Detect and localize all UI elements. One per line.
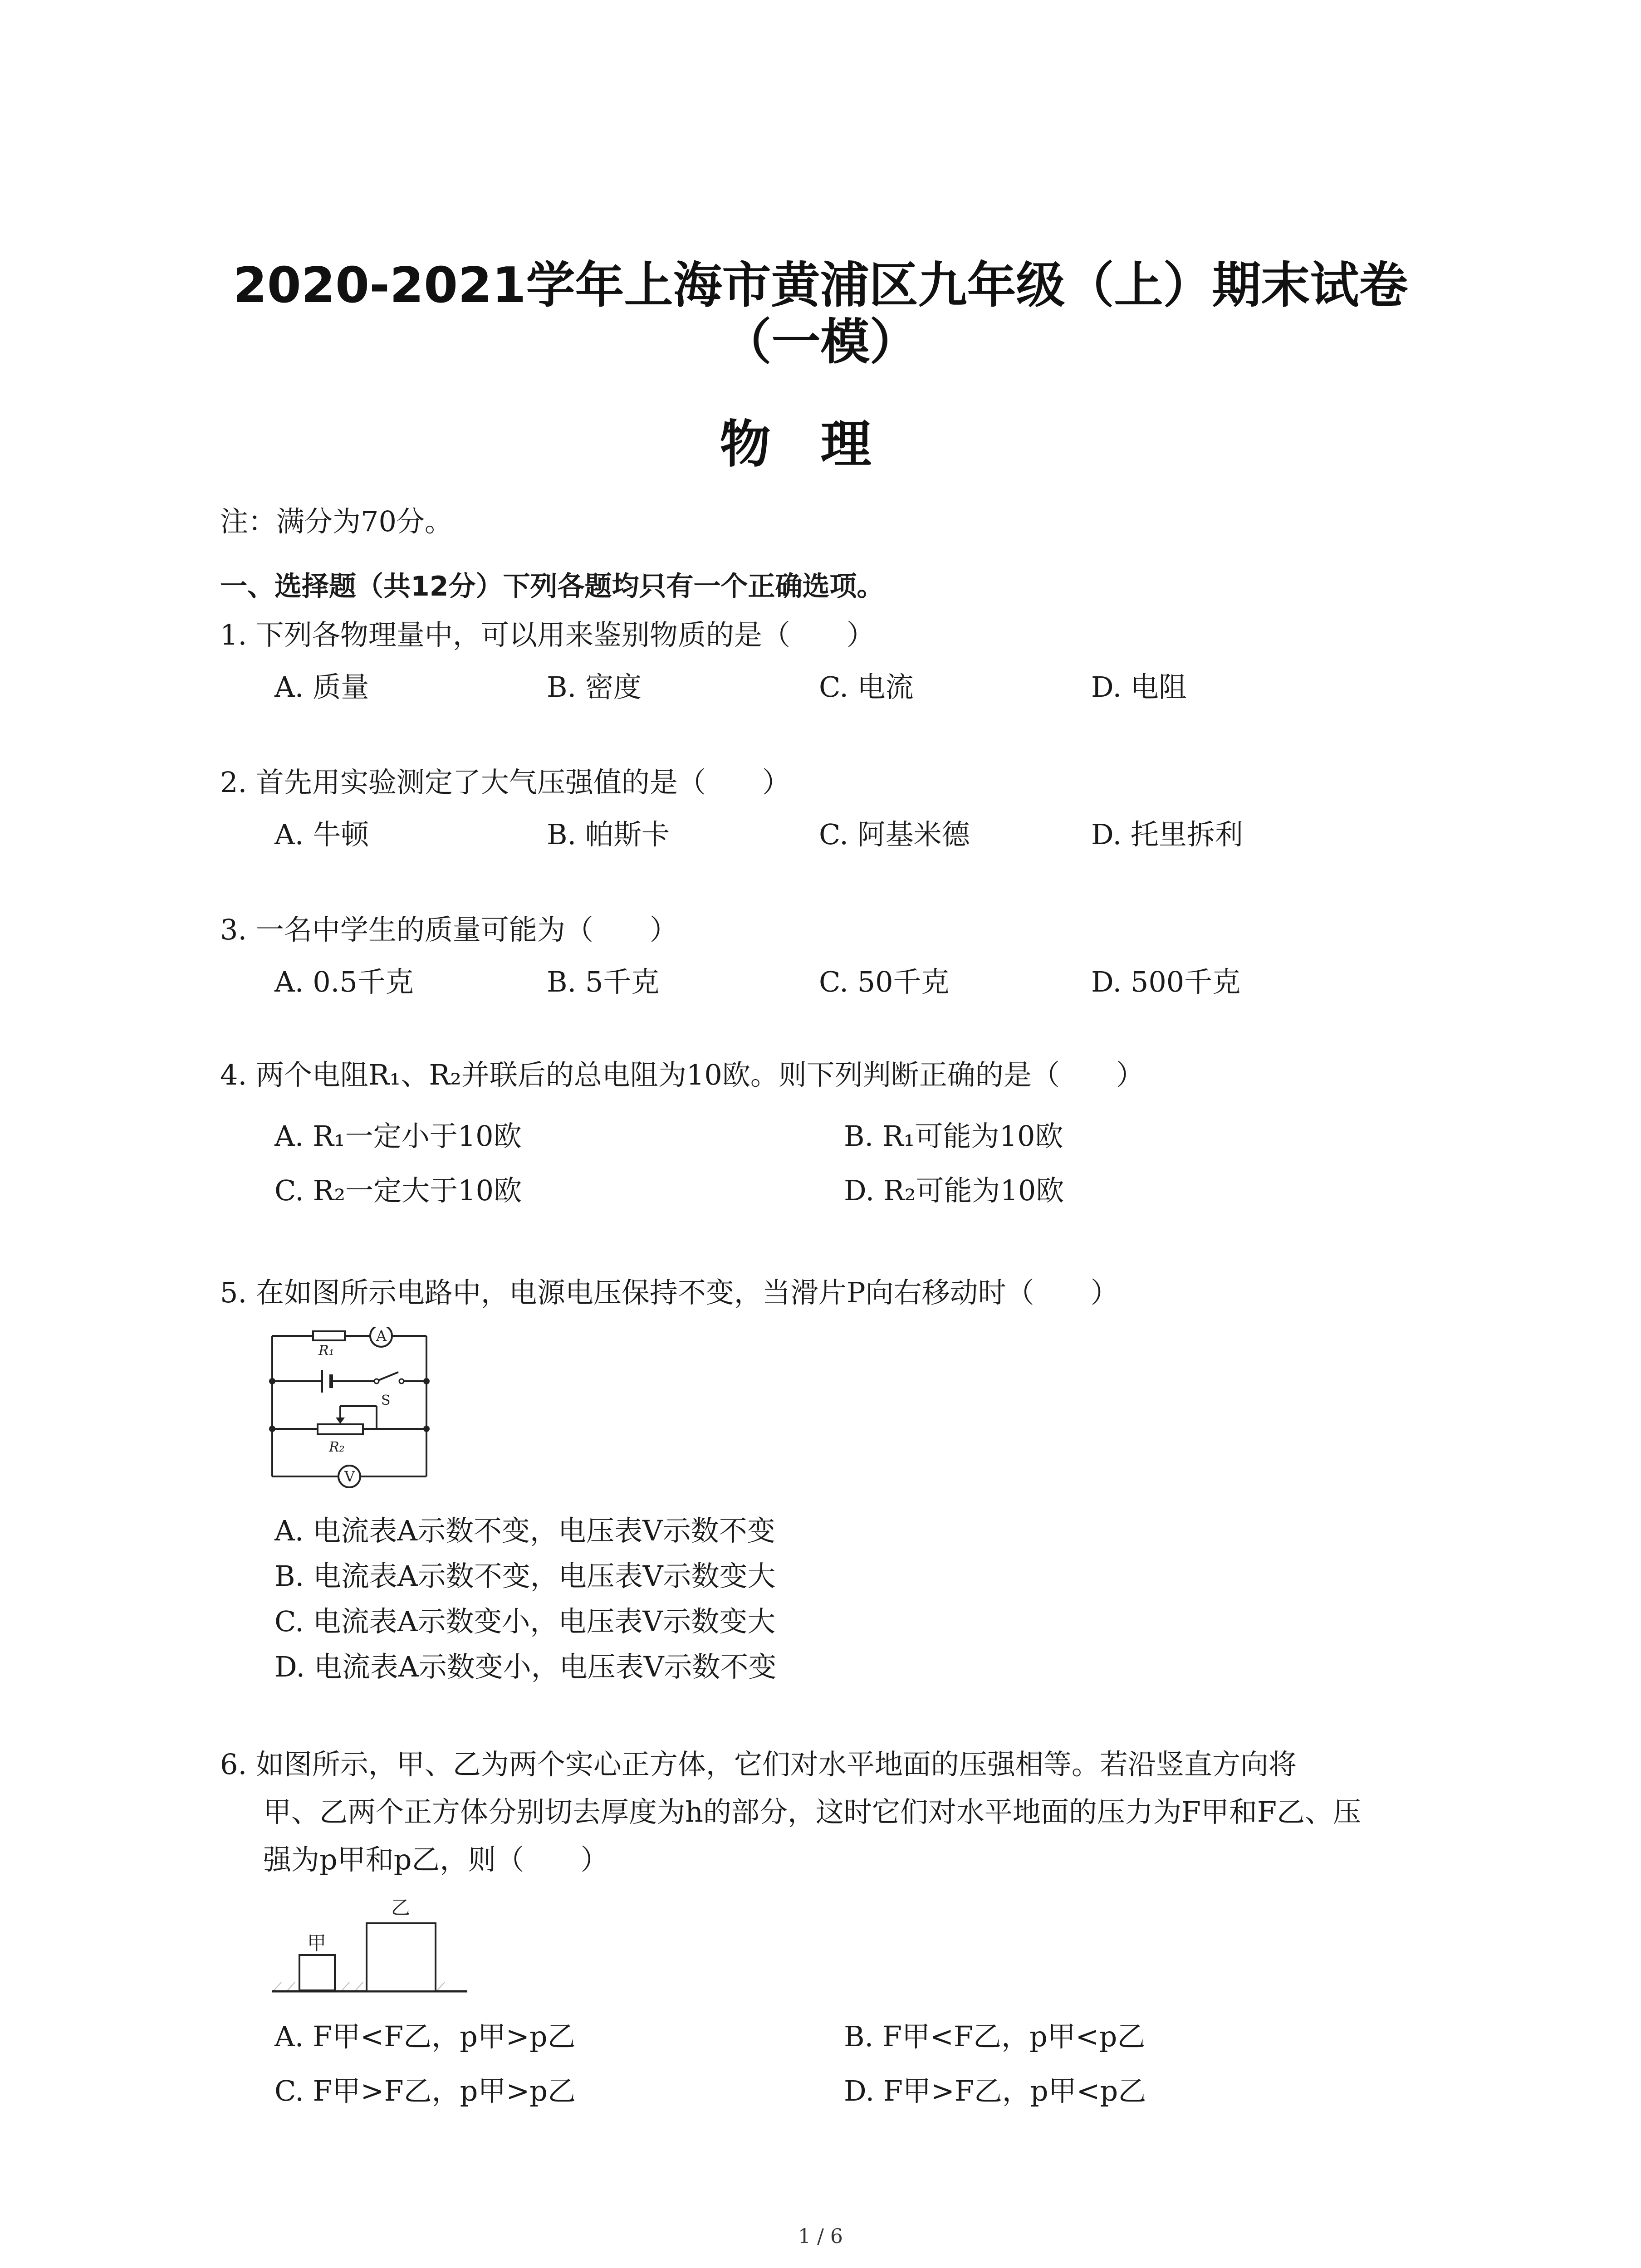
rheostat-r2 (318, 1424, 363, 1434)
question-4-option-b: B. R₁可能为10欧 (844, 1119, 1063, 1153)
question-5-option-c: C. 电流表A示数变小，电压表V示数变大 (274, 1605, 776, 1638)
slider-arrow-icon (336, 1418, 345, 1424)
question-6-option-c: C. F甲>F乙，p甲>p乙 (274, 2074, 576, 2107)
question-1-stem: 1. 下列各物理量中，可以用来鉴别物质的是（ ） (220, 618, 875, 651)
cubes-diagram (268, 1892, 467, 2005)
question-6-stem-line2: 甲、乙两个正方体分别切去厚度为h的部分，这时它们对水平地面的压力为F甲和F乙、压 (263, 1795, 1361, 1828)
question-6-option-d: D. F甲>F乙，p甲<p乙 (844, 2074, 1146, 2107)
question-2-option-d: D. 托里拆利 (1091, 818, 1243, 851)
cube-jia (299, 1955, 335, 1990)
question-5-stem: 5. 在如图所示电路中，电源电压保持不变，当滑片P向右移动时（ ） (220, 1276, 1119, 1309)
page-number: 1 / 6 (798, 2225, 843, 2248)
page-title-line1: 2020-2021学年上海市黄浦区九年级（上）期末试卷 (233, 257, 1408, 314)
circuit-diagram (268, 1327, 436, 1490)
cube-yi (367, 1923, 436, 1991)
section-heading: 一、选择题（共12分）下列各题均只有一个正确选项。 (220, 571, 884, 602)
switch-contact-2 (399, 1379, 404, 1383)
question-3-stem: 3. 一名中学生的质量可能为（ ） (220, 913, 678, 946)
question-2-stem: 2. 首先用实验测定了大气压强值的是（ ） (220, 766, 790, 799)
question-3-option-a: A. 0.5千克 (274, 965, 414, 998)
question-1-option-c: C. 电流 (819, 670, 914, 704)
question-5-option-b: B. 电流表A示数不变，电压表V示数变大 (274, 1559, 776, 1593)
question-4-option-a: A. R₁一定小于10欧 (274, 1119, 522, 1153)
question-3-option-b: B. 5千克 (547, 965, 660, 998)
question-4-option-c: C. R₂一定大于10欧 (274, 1174, 522, 1207)
question-1-option-a: A. 质量 (274, 670, 369, 704)
page-title-line2: （一模） (722, 314, 919, 371)
cube-jia-label: 甲 (307, 1932, 327, 1954)
question-1-option-d: D. 电阻 (1091, 670, 1187, 704)
question-3-option-d: D. 500千克 (1091, 965, 1241, 998)
question-6-option-a: A. F甲<F乙，p甲>p乙 (274, 2020, 576, 2053)
question-5-option-a: A. 电流表A示数不变，电压表V示数不变 (274, 1514, 775, 1547)
question-5-option-d: D. 电流表A示数变小，电压表V示数不变 (274, 1650, 777, 1683)
resistor-r1 (313, 1331, 345, 1340)
ammeter-label: A (376, 1327, 387, 1344)
rheostat-r2-label: R₂ (329, 1439, 345, 1455)
question-2-option-a: A. 牛顿 (274, 818, 369, 851)
question-2-option-c: C. 阿基米德 (819, 818, 970, 851)
cube-yi-label: 乙 (391, 1897, 411, 1919)
score-note: 注：满分为70分。 (220, 505, 453, 538)
question-1-option-b: B. 密度 (547, 670, 642, 704)
question-3-option-c: C. 50千克 (819, 965, 950, 998)
question-4-option-d: D. R₂可能为10欧 (844, 1174, 1064, 1207)
question-6-stem-line1: 6. 如图所示，甲、乙为两个实心正方体，它们对水平地面的压强相等。若沿竖直方向将 (220, 1748, 1297, 1781)
subject-title: 物理 (720, 415, 921, 474)
switch-blade (378, 1372, 398, 1380)
switch-label: S (381, 1393, 391, 1408)
question-6-option-b: B. F甲<F乙，p甲<p乙 (844, 2020, 1146, 2053)
question-4-stem: 4. 两个电阻R₁、R₂并联后的总电阻为10欧。则下列判断正确的是（ ） (220, 1058, 1144, 1091)
resistor-r1-label: R₁ (318, 1343, 334, 1359)
question-2-option-b: B. 帕斯卡 (547, 818, 670, 851)
voltmeter-label: V (344, 1468, 355, 1485)
question-6-stem-line3: 强为p甲和p乙，则（ ） (263, 1843, 609, 1876)
